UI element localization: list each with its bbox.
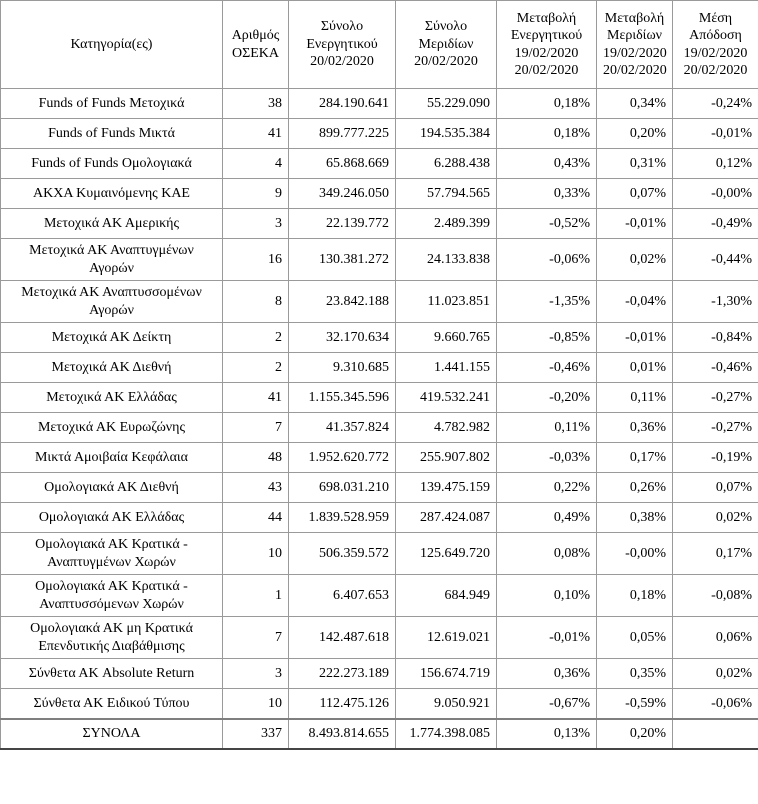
cell-3: 9.660.765	[396, 323, 497, 353]
cell-2: 222.273.189	[289, 659, 396, 689]
cell-3: 9.050.921	[396, 689, 497, 719]
table-row	[1, 353, 758, 383]
cell-0: Μετοχικά ΑΚ Αναπτυγμένων Αγορών	[1, 239, 223, 281]
cell-1: 4	[223, 149, 289, 179]
cell-1: 1	[223, 575, 289, 617]
cell-3: 2.489.399	[396, 209, 497, 239]
cell-2: 65.868.669	[289, 149, 396, 179]
cell-3: 139.475.159	[396, 473, 497, 503]
cell-2: 698.031.210	[289, 473, 396, 503]
cell-4: 0,33%	[497, 179, 597, 209]
cell-4: -0,01%	[497, 617, 597, 659]
cell-4: 0,18%	[497, 89, 597, 119]
cell-3: 57.794.565	[396, 179, 497, 209]
totals-cell-0: ΣΥΝΟΛΑ	[1, 719, 223, 749]
cell-0: Ομολογιακά ΑΚ Διεθνή	[1, 473, 223, 503]
cell-1: 7	[223, 413, 289, 443]
cell-5: 0,11%	[597, 383, 673, 413]
cell-2: 1.155.345.596	[289, 383, 396, 413]
column-header-5: Μεταβολή Μεριδίων 19/02/2020 20/02/2020	[597, 1, 673, 89]
table-body	[1, 89, 758, 749]
cell-2: 130.381.272	[289, 239, 396, 281]
cell-4: -0,52%	[497, 209, 597, 239]
column-header-2: Σύνολο Ενεργητικού 20/02/2020	[289, 1, 396, 89]
cell-5: 0,31%	[597, 149, 673, 179]
totals-cell-5: 0,20%	[597, 719, 673, 749]
cell-6: -0,19%	[673, 443, 758, 473]
cell-5: 0,01%	[597, 353, 673, 383]
cell-3: 11.023.851	[396, 281, 497, 323]
totals-cell-1: 337	[223, 719, 289, 749]
cell-3: 156.674.719	[396, 659, 497, 689]
totals-cell-3: 1.774.398.085	[396, 719, 497, 749]
cell-2: 23.842.188	[289, 281, 396, 323]
cell-0: Funds of Funds Ομολογιακά	[1, 149, 223, 179]
cell-4: 0,36%	[497, 659, 597, 689]
cell-2: 6.407.653	[289, 575, 396, 617]
cell-5: 0,36%	[597, 413, 673, 443]
cell-0: Μετοχικά ΑΚ Αμερικής	[1, 209, 223, 239]
cell-1: 41	[223, 383, 289, 413]
cell-0: Funds of Funds Μικτά	[1, 119, 223, 149]
table-header	[1, 1, 758, 89]
cell-2: 899.777.225	[289, 119, 396, 149]
cell-5: -0,01%	[597, 323, 673, 353]
table-row	[1, 89, 758, 119]
cell-3: 55.229.090	[396, 89, 497, 119]
cell-6: -0,49%	[673, 209, 758, 239]
cell-1: 48	[223, 443, 289, 473]
table-row	[1, 209, 758, 239]
cell-5: -0,00%	[597, 533, 673, 575]
cell-4: 0,49%	[497, 503, 597, 533]
cell-0: Funds of Funds Μετοχικά	[1, 89, 223, 119]
cell-4: -0,20%	[497, 383, 597, 413]
cell-6: -0,27%	[673, 383, 758, 413]
cell-6: -0,00%	[673, 179, 758, 209]
cell-1: 10	[223, 533, 289, 575]
cell-3: 194.535.384	[396, 119, 497, 149]
cell-0: Ομολογιακά ΑΚ Κρατικά - Αναπτυγμένων Χωρών	[1, 533, 223, 575]
totals-cell-4: 0,13%	[497, 719, 597, 749]
table-row	[1, 239, 758, 281]
cell-6: 0,02%	[673, 503, 758, 533]
cell-3: 287.424.087	[396, 503, 497, 533]
cell-6: -0,06%	[673, 689, 758, 719]
cell-0: Ομολογιακά ΑΚ Ελλάδας	[1, 503, 223, 533]
cell-1: 3	[223, 659, 289, 689]
table-row	[1, 413, 758, 443]
cell-4: 0,11%	[497, 413, 597, 443]
cell-3: 255.907.802	[396, 443, 497, 473]
header-row	[1, 1, 758, 89]
cell-1: 10	[223, 689, 289, 719]
table-row	[1, 383, 758, 413]
cell-3: 419.532.241	[396, 383, 497, 413]
cell-6: 0,07%	[673, 473, 758, 503]
table-row	[1, 473, 758, 503]
cell-3: 12.619.021	[396, 617, 497, 659]
cell-5: 0,18%	[597, 575, 673, 617]
cell-1: 3	[223, 209, 289, 239]
table-row	[1, 281, 758, 323]
cell-6: 0,02%	[673, 659, 758, 689]
cell-4: -0,03%	[497, 443, 597, 473]
cell-2: 32.170.634	[289, 323, 396, 353]
table-row	[1, 575, 758, 617]
cell-5: 0,20%	[597, 119, 673, 149]
cell-0: Μετοχικά ΑΚ Ελλάδας	[1, 383, 223, 413]
cell-6: -1,30%	[673, 281, 758, 323]
cell-1: 16	[223, 239, 289, 281]
cell-2: 506.359.572	[289, 533, 396, 575]
table-row	[1, 659, 758, 689]
cell-4: -0,67%	[497, 689, 597, 719]
cell-2: 112.475.126	[289, 689, 396, 719]
cell-6: -0,01%	[673, 119, 758, 149]
cell-0: Σύνθετα ΑΚ Absolute Return	[1, 659, 223, 689]
cell-1: 9	[223, 179, 289, 209]
cell-5: 0,38%	[597, 503, 673, 533]
cell-1: 43	[223, 473, 289, 503]
cell-4: -0,06%	[497, 239, 597, 281]
cell-1: 44	[223, 503, 289, 533]
cell-1: 8	[223, 281, 289, 323]
table-row	[1, 689, 758, 719]
cell-0: ΑΚΧΑ Κυμαινόμενης ΚΑΕ	[1, 179, 223, 209]
cell-5: -0,59%	[597, 689, 673, 719]
cell-6: 0,12%	[673, 149, 758, 179]
cell-5: 0,07%	[597, 179, 673, 209]
cell-6: -0,46%	[673, 353, 758, 383]
cell-5: -0,04%	[597, 281, 673, 323]
cell-5: 0,05%	[597, 617, 673, 659]
cell-0: Μετοχικά ΑΚ Δείκτη	[1, 323, 223, 353]
column-header-0: Κατηγορία(ες)	[1, 1, 223, 89]
totals-cell-6	[673, 719, 758, 749]
cell-4: -1,35%	[497, 281, 597, 323]
cell-5: 0,34%	[597, 89, 673, 119]
cell-1: 41	[223, 119, 289, 149]
cell-3: 684.949	[396, 575, 497, 617]
cell-0: Ομολογιακά ΑΚ μη Κρατικά Επενδυτικής Διαβάθμισης	[1, 617, 223, 659]
totals-cell-2: 8.493.814.655	[289, 719, 396, 749]
table-row	[1, 533, 758, 575]
cell-6: -0,24%	[673, 89, 758, 119]
cell-4: 0,43%	[497, 149, 597, 179]
cell-2: 349.246.050	[289, 179, 396, 209]
cell-2: 142.487.618	[289, 617, 396, 659]
table-row	[1, 443, 758, 473]
cell-4: 0,18%	[497, 119, 597, 149]
cell-0: Μετοχικά ΑΚ Ευρωζώνης	[1, 413, 223, 443]
column-header-4: Μεταβολή Ενεργητικού 19/02/2020 20/02/2020	[497, 1, 597, 89]
cell-5: -0,01%	[597, 209, 673, 239]
cell-4: -0,85%	[497, 323, 597, 353]
cell-6: -0,27%	[673, 413, 758, 443]
cell-3: 24.133.838	[396, 239, 497, 281]
cell-0: Μετοχικά ΑΚ Αναπτυσσομένων Αγορών	[1, 281, 223, 323]
cell-6: -0,44%	[673, 239, 758, 281]
cell-0: Σύνθετα ΑΚ Ειδικού Τύπου	[1, 689, 223, 719]
cell-6: -0,84%	[673, 323, 758, 353]
table-row	[1, 323, 758, 353]
table-row	[1, 149, 758, 179]
cell-2: 22.139.772	[289, 209, 396, 239]
cell-0: Μετοχικά ΑΚ Διεθνή	[1, 353, 223, 383]
cell-0: Ομολογιακά ΑΚ Κρατικά - Αναπτυσσόμενων Χωρών	[1, 575, 223, 617]
cell-4: 0,08%	[497, 533, 597, 575]
cell-5: 0,17%	[597, 443, 673, 473]
cell-6: -0,08%	[673, 575, 758, 617]
cell-2: 41.357.824	[289, 413, 396, 443]
cell-4: 0,10%	[497, 575, 597, 617]
cell-2: 284.190.641	[289, 89, 396, 119]
column-header-6: Μέση Απόδοση 19/02/2020 20/02/2020	[673, 1, 758, 89]
table-row	[1, 617, 758, 659]
cell-2: 1.952.620.772	[289, 443, 396, 473]
table-row	[1, 179, 758, 209]
table-row	[1, 119, 758, 149]
cell-0: Μικτά Αμοιβαία Κεφάλαια	[1, 443, 223, 473]
cell-1: 38	[223, 89, 289, 119]
cell-3: 1.441.155	[396, 353, 497, 383]
column-header-3: Σύνολο Μεριδίων 20/02/2020	[396, 1, 497, 89]
cell-4: -0,46%	[497, 353, 597, 383]
cell-1: 7	[223, 617, 289, 659]
cell-1: 2	[223, 353, 289, 383]
cell-2: 9.310.685	[289, 353, 396, 383]
table-row	[1, 503, 758, 533]
cell-5: 0,26%	[597, 473, 673, 503]
cell-2: 1.839.528.959	[289, 503, 396, 533]
cell-3: 125.649.720	[396, 533, 497, 575]
cell-1: 2	[223, 323, 289, 353]
totals-row	[1, 719, 758, 749]
cell-6: 0,06%	[673, 617, 758, 659]
cell-5: 0,35%	[597, 659, 673, 689]
column-header-1: Αριθμός ΟΣΕΚΑ	[223, 1, 289, 89]
cell-6: 0,17%	[673, 533, 758, 575]
cell-3: 4.782.982	[396, 413, 497, 443]
cell-3: 6.288.438	[396, 149, 497, 179]
cell-4: 0,22%	[497, 473, 597, 503]
cell-5: 0,02%	[597, 239, 673, 281]
